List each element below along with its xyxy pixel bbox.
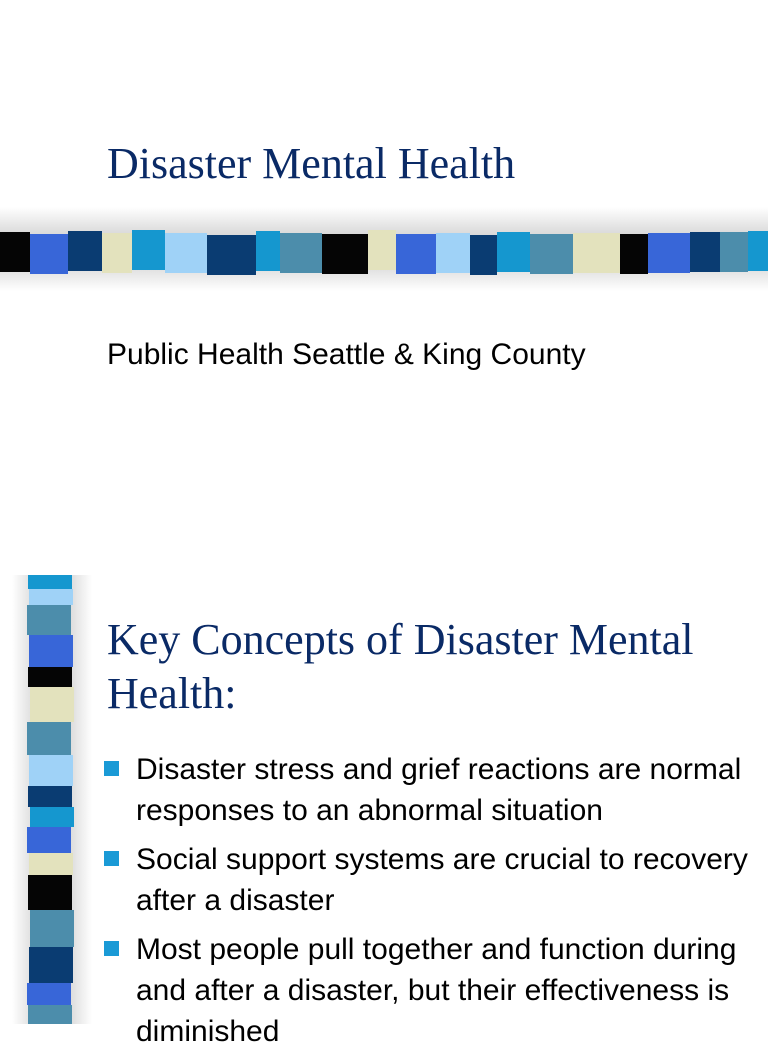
- strip-block: [0, 232, 30, 272]
- color-block-strip-horizontal: [0, 230, 768, 274]
- strip-block: [396, 234, 436, 274]
- content-slide: [0, 575, 768, 1048]
- strip-block: [690, 232, 720, 272]
- strip-block: [27, 827, 71, 853]
- strip-block: [436, 233, 470, 273]
- strip-block: [29, 755, 73, 786]
- square-bullet-icon: [104, 851, 119, 866]
- strip-block: [530, 234, 573, 274]
- bullet-list: [104, 749, 754, 1060]
- slide-title: Key Concepts of Disaster Mental Health:: [107, 615, 694, 718]
- bullet-text: Most people pull together and function during and after a disaster, but their effectiveness is diminished: [136, 933, 737, 1048]
- strip-block: [28, 575, 72, 589]
- strip-block: [573, 233, 620, 273]
- strip-block: [29, 635, 73, 667]
- color-block-strip-vertical: [26, 575, 74, 1024]
- strip-block: [28, 1005, 72, 1024]
- strip-block: [27, 983, 71, 1005]
- slide-divider: [0, 560, 768, 575]
- square-bullet-icon: [104, 761, 119, 776]
- strip-block: [28, 875, 72, 910]
- strip-block: [29, 947, 73, 983]
- strip-block: [368, 230, 396, 270]
- strip-block: [497, 232, 530, 272]
- strip-block: [30, 687, 74, 722]
- strip-block: [648, 233, 690, 273]
- strip-block: [27, 722, 71, 755]
- strip-block: [29, 853, 73, 875]
- strip-block: [748, 231, 768, 271]
- square-bullet-icon: [104, 941, 119, 956]
- strip-block: [28, 667, 72, 687]
- strip-block: [102, 233, 132, 273]
- strip-block: [29, 589, 73, 605]
- strip-block: [720, 232, 748, 272]
- strip-block: [165, 233, 207, 273]
- strip-block: [470, 235, 497, 275]
- bullet-item: [104, 929, 754, 1052]
- bullet-item: [104, 839, 754, 921]
- bullet-text: Social support systems are crucial to recovery after a disaster: [136, 843, 748, 917]
- strip-block: [27, 605, 71, 635]
- bullet-item: [104, 749, 754, 831]
- strip-block: [256, 231, 280, 271]
- slide-subtitle: Public Health Seattle & King County: [107, 338, 586, 371]
- strip-block: [30, 807, 74, 827]
- bullet-text: Disaster stress and grief reactions are normal responses to an abnormal situation: [136, 753, 742, 827]
- strip-block: [30, 234, 68, 274]
- strip-block: [322, 234, 368, 274]
- strip-block: [28, 786, 72, 807]
- strip-block: [30, 910, 74, 947]
- strip-block: [207, 235, 256, 275]
- strip-block: [280, 233, 322, 273]
- strip-block: [68, 231, 102, 271]
- slide-title: Disaster Mental Health: [107, 139, 516, 188]
- strip-block: [132, 230, 165, 270]
- strip-block: [620, 234, 648, 274]
